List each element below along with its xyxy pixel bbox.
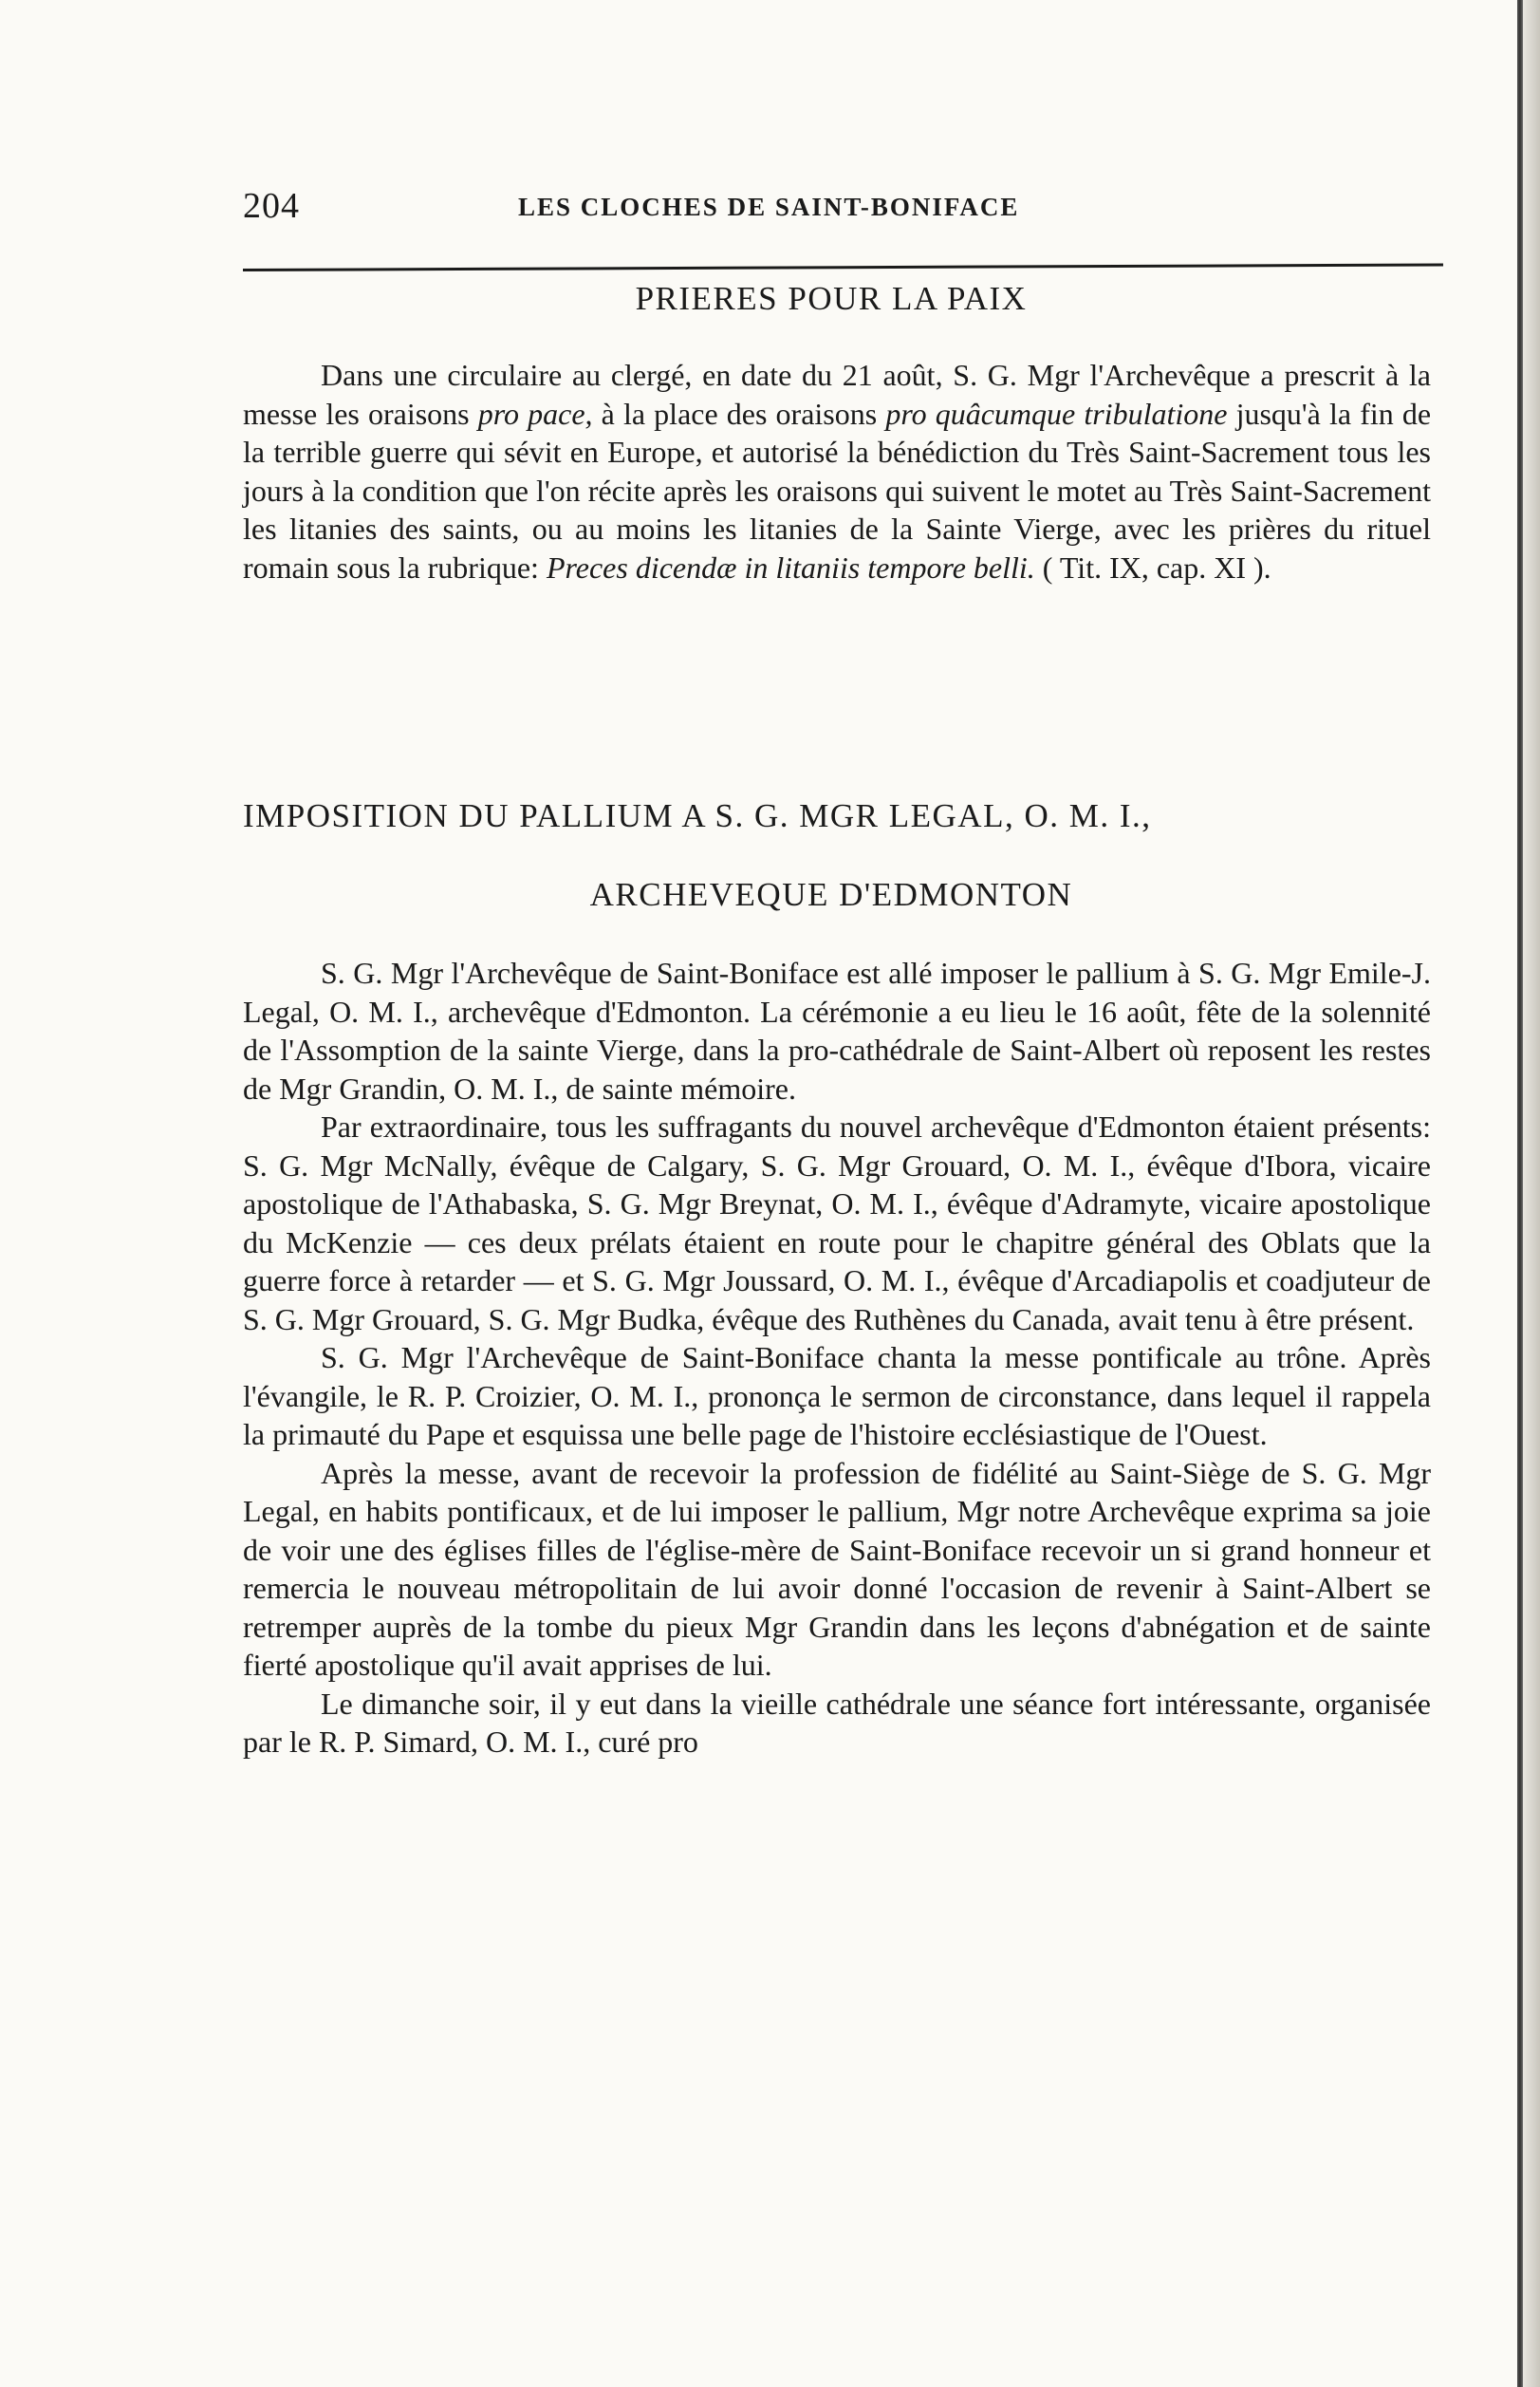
scan-margin [1523, 0, 1540, 2387]
text-run: ( Tit. IX, cap. XI ). [1034, 550, 1271, 585]
text-run: jusqu'à la fin de la terrible guerre qui sévit en Europe, et autorisé la bénédiction du Très Saint-Sacrement tous les jours à la condition que l'on récite après les oraisons qui suivent le motet au Très Saint-Sacrement les litanies des saints, ou au moins les litanies de la Sainte Vierge, avec les prières du rituel romain sous la rubrique: [243, 396, 1432, 585]
section-prieres-body [243, 356, 1431, 587]
section-imposition-body [243, 954, 1431, 1762]
page-binding-edge [1517, 0, 1523, 2387]
paragraph: Par extraordinaire, tous les suffragants du nouvel archevêque d'Edmonton étaient présents: S. G. Mgr McNally, évêque de Calgary, S. G. Mgr Grouard, O. M. I., évêque d'Ibora, vicaire apostolique de l'Athabaska, S. G. Mgr Breynat, O. M. I., évêque d'Adramyte, vicaire apostolique du McKenzie — ces deux prélats étaient en route pour le chapitre général des Oblats que la guerre force à retarder — et S. G. Mgr Joussard, O. M. I., évêque d'Arcadiapolis et coadjuteur de S. G. Mgr Grouard, S. G. Mgr Budka, évêque des Ruthènes du Canada, avait tenu à être présent. [243, 1110, 1431, 1336]
section-title-prieres: PRIERES POUR LA PAIX [635, 280, 1028, 317]
paragraph: S. G. Mgr l'Archevêque de Saint-Boniface chanta la messe pontificale au trône. Après l'évangile, le R. P. Croizier, O. M. I., prononça le sermon de circonstance, dans lequel il rappela la primauté du Pape et esquissa une belle page de l'histoire ecclésiastique de l'Ouest. [243, 1340, 1431, 1451]
running-title: LES CLOCHES DE SAINT-BONIFACE [518, 193, 1020, 221]
book-page [243, 185, 1448, 1759]
italic-text: Preces dicendæ in litaniis tempore belli. [546, 550, 1035, 585]
paragraph: Le dimanche soir, il y eut dans la vieille cathédrale une séance fort intéressante, organisée par le R. P. Simard, O. M. I., curé pro [243, 1686, 1431, 1759]
paragraph: Après la messe, avant de recevoir la profession de fidélité au Saint-Siège de S. G. Mgr Legal, en habits pontificaux, et de lui imposer le pallium, Mgr notre Archevêque exprima sa joie de voir une des églises filles de l'église-mère de Saint-Boniface recevoir un si grand honneur et remercia le nouveau métropolitain de lui avoir donné l'occasion de revenir à Saint-Albert se retremper auprès de la tombe du pieux Mgr Grandin dans les leçons d'abnégation et de sainte fierté apostolique qu'il avait apprises de lui. [243, 1455, 1431, 1682]
text-run: Dans une circulaire au clergé, en date du 21 août, S. G. Mgr l'Archevêque a prescrit à la messe les oraisons [243, 358, 1431, 431]
page-number: 204 [243, 186, 300, 226]
header-rule [243, 263, 1443, 271]
section-subtitle-edmonton: ARCHEVEQUE D'EDMONTON [589, 876, 1073, 913]
italic-text: pro quâcumque tribulatione [885, 396, 1228, 431]
paragraph [243, 356, 1431, 587]
italic-text: pro pace, [477, 396, 593, 431]
text-run: à la place des oraisons [592, 396, 886, 431]
paragraph: S. G. Mgr l'Archevêque de Saint-Boniface est allé imposer le pallium à S. G. Mgr Emile-J. Legal, O. M. I., archevêque d'Edmonton. La cérémonie a eu lieu le 16 août, fête de la solennité de l'Assomption de la sainte Vierge, dans la pro-cathédrale de Saint-Albert où reposent les restes de Mgr Grandin, O. M. I., de sainte mémoire. [243, 956, 1431, 1106]
running-head [243, 185, 1448, 233]
section-title-imposition: IMPOSITION DU PALLIUM A S. G. MGR LEGAL, O. M. I., [243, 797, 1152, 834]
